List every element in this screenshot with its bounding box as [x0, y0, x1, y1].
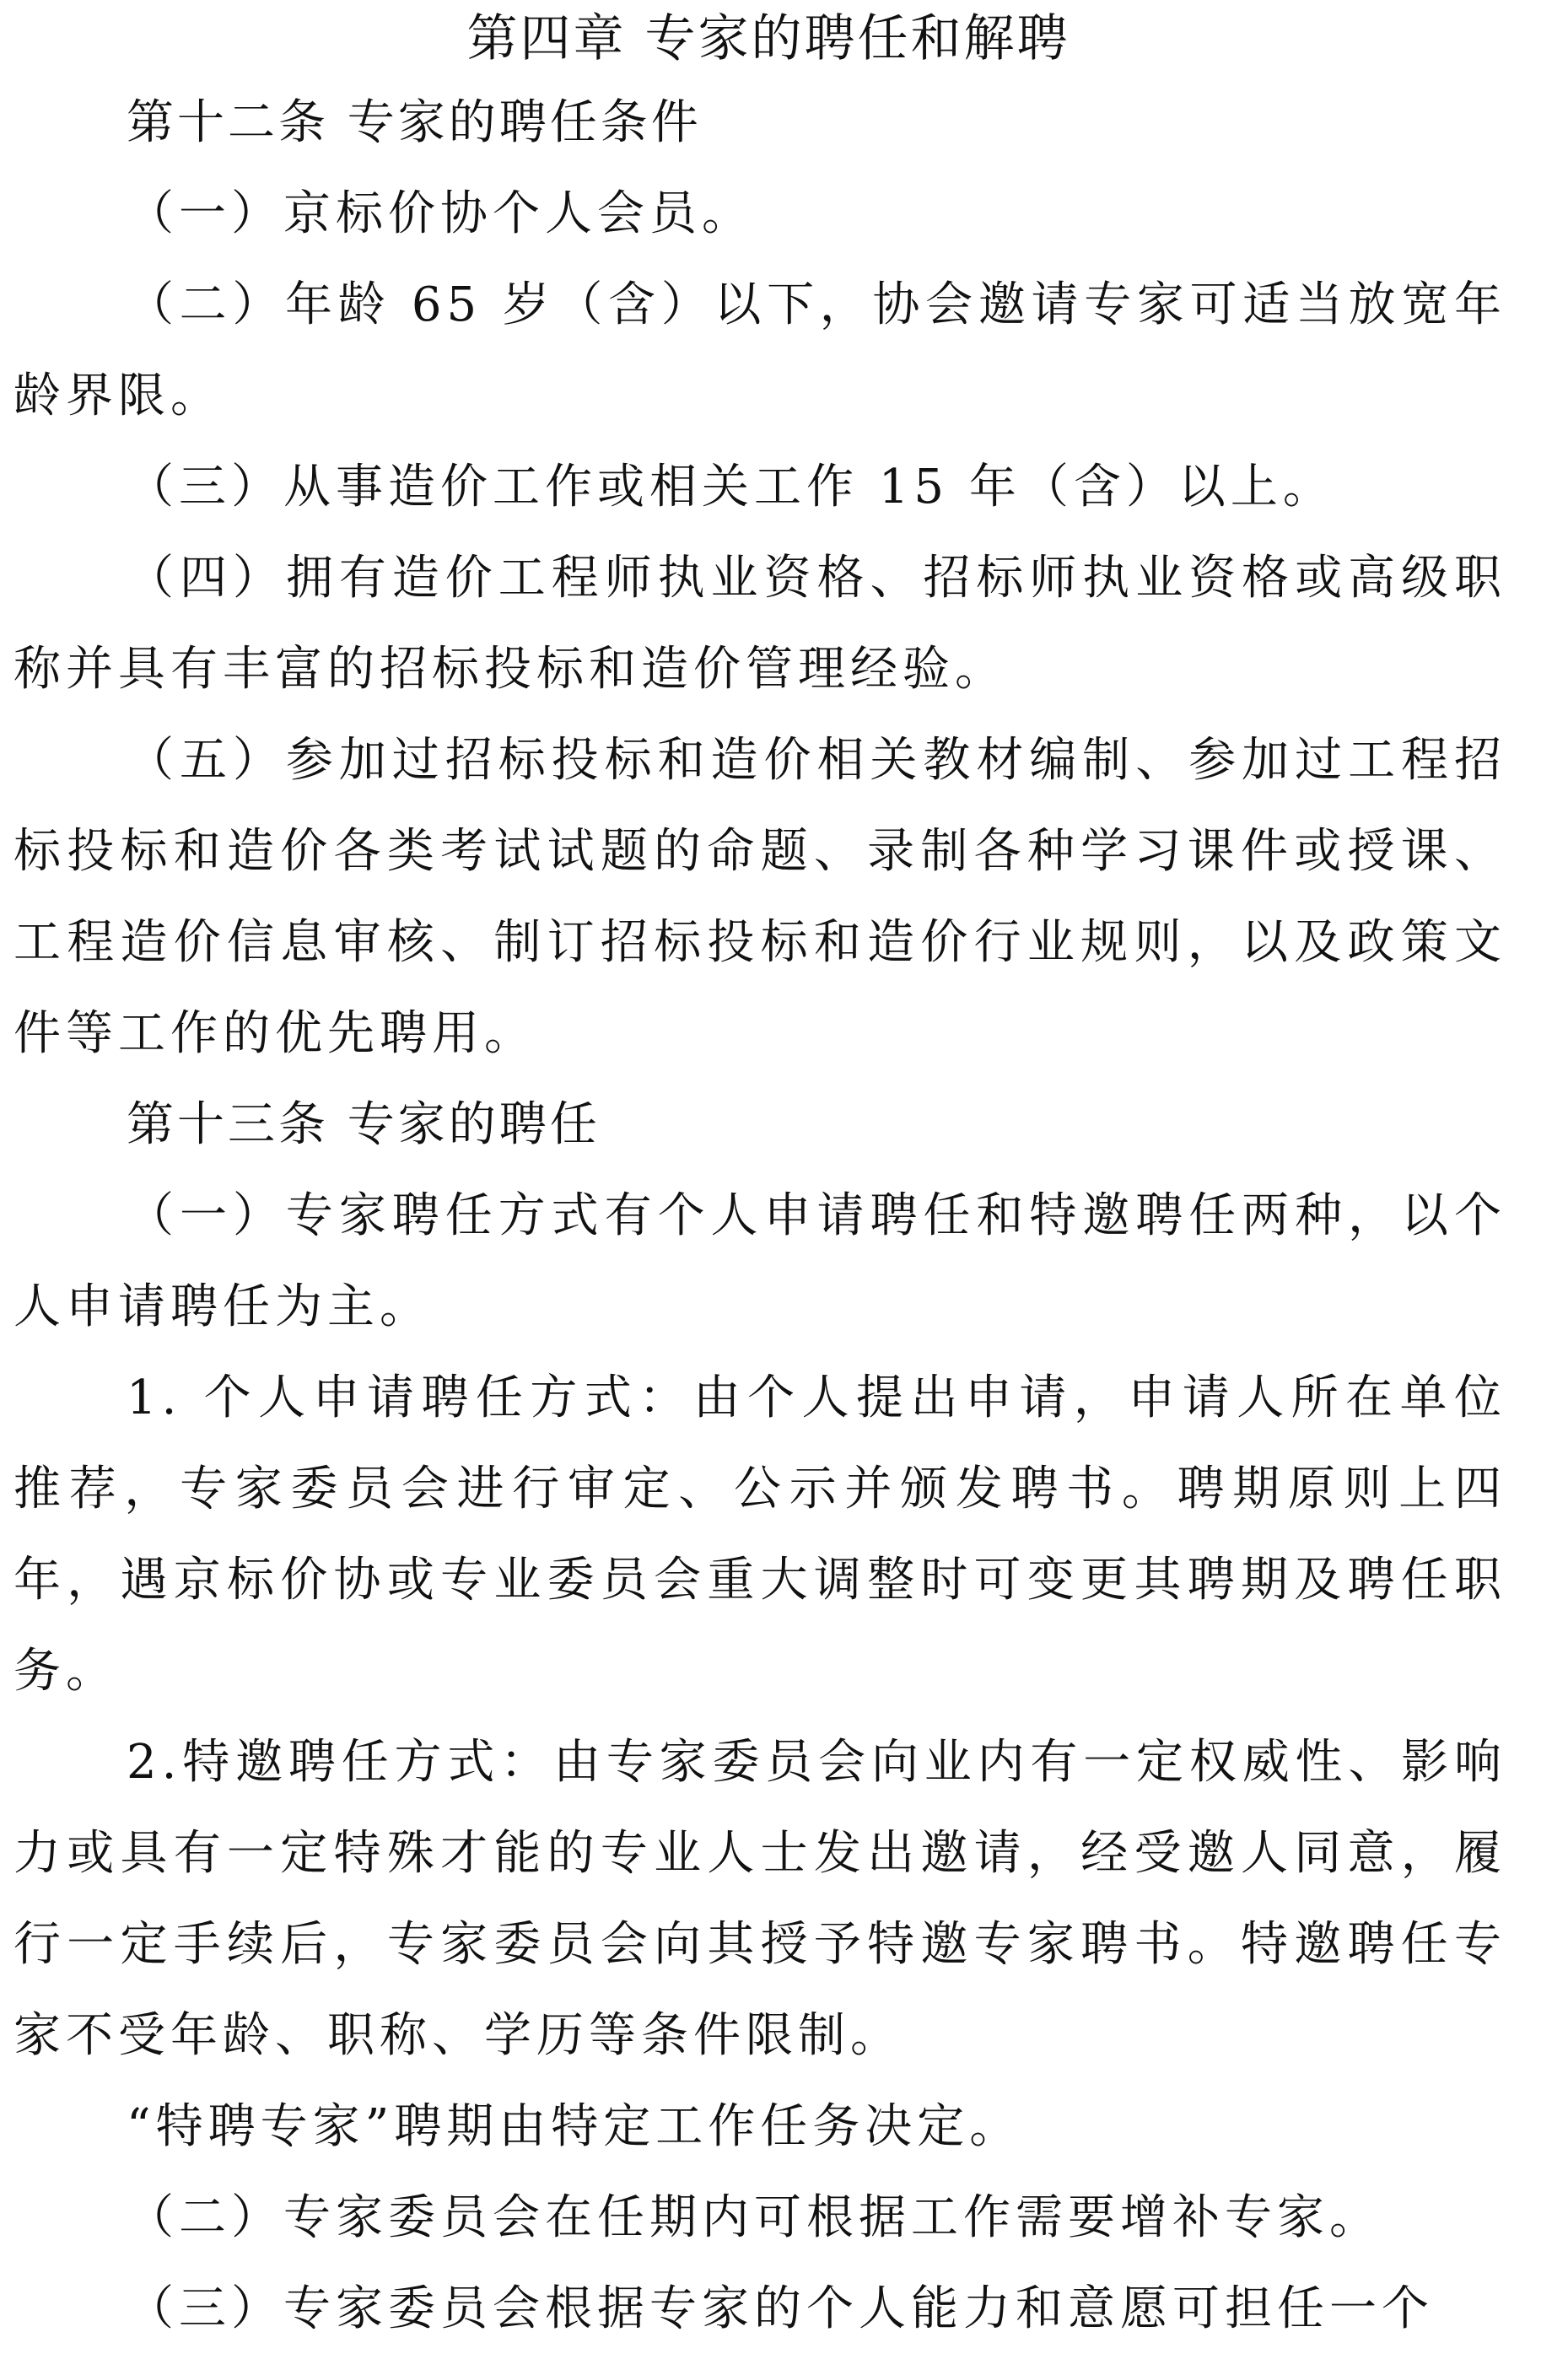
article-13-heading: 第十三条 专家的聘任 [127, 1097, 601, 1152]
article-12-heading: 第十二条 专家的聘任条件 [127, 95, 702, 150]
article-13-note: “特聘专家”聘期由特定工作任务决定。 [127, 2099, 1022, 2154]
article-13-subitem-1: 1. 个人申请聘任方式：由个人提出申请，申请人所在单位推荐，专家委员会进行审定、公示并颁发聘书。聘期原则上四年，遇京标价协或专业委员会重大调整时可变更其聘期及聘任职务。 [13, 1371, 1506, 1699]
article-12-item-5: （五）参加过招标投标和造价相关教材编制、参加过工程招标投标和造价各类考试试题的命题、录制各种学习课件或授课、工程造价信息审核、制订招标投标和造价行业规则，以及政策文件等工作的优先聘用。 [13, 733, 1506, 1061]
chapter-title: 第四章 专家的聘任和解聘 [466, 9, 1070, 68]
article-13-item-1: （一）专家聘任方式有个人申请聘任和特邀聘任两种，以个人申请聘任为主。 [13, 1188, 1506, 1334]
document-page [13, 0, 1506, 2355]
article-12-item-3: （三）从事造价工作或相关工作 15 年（含）以上。 [127, 460, 1335, 514]
article-13-item-2: （二）专家委员会在任期内可根据工作需要增补专家。 [127, 2190, 1382, 2245]
article-13-subitem-2: 2.特邀聘任方式：由专家委员会向业内有一定权威性、影响力或具有一定特殊才能的专业人士发出邀请，经受邀人同意，履行一定手续后，专家委员会向其授予特邀专家聘书。特邀聘任专家不受年龄、职称、学历等条件限制。 [13, 1735, 1506, 2063]
article-12-item-2: （二）年龄 65 岁（含）以下，协会邀请专家可适当放宽年龄界限。 [13, 277, 1506, 423]
article-12-item-4: （四）拥有造价工程师执业资格、招标师执业资格或高级职称并具有丰富的招标投标和造价管理经验。 [13, 551, 1506, 697]
article-13-item-3: （三）专家委员会根据专家的个人能力和意愿可担任一个 [127, 2281, 1434, 2336]
article-12-item-1: （一）京标价协个人会员。 [127, 186, 754, 241]
